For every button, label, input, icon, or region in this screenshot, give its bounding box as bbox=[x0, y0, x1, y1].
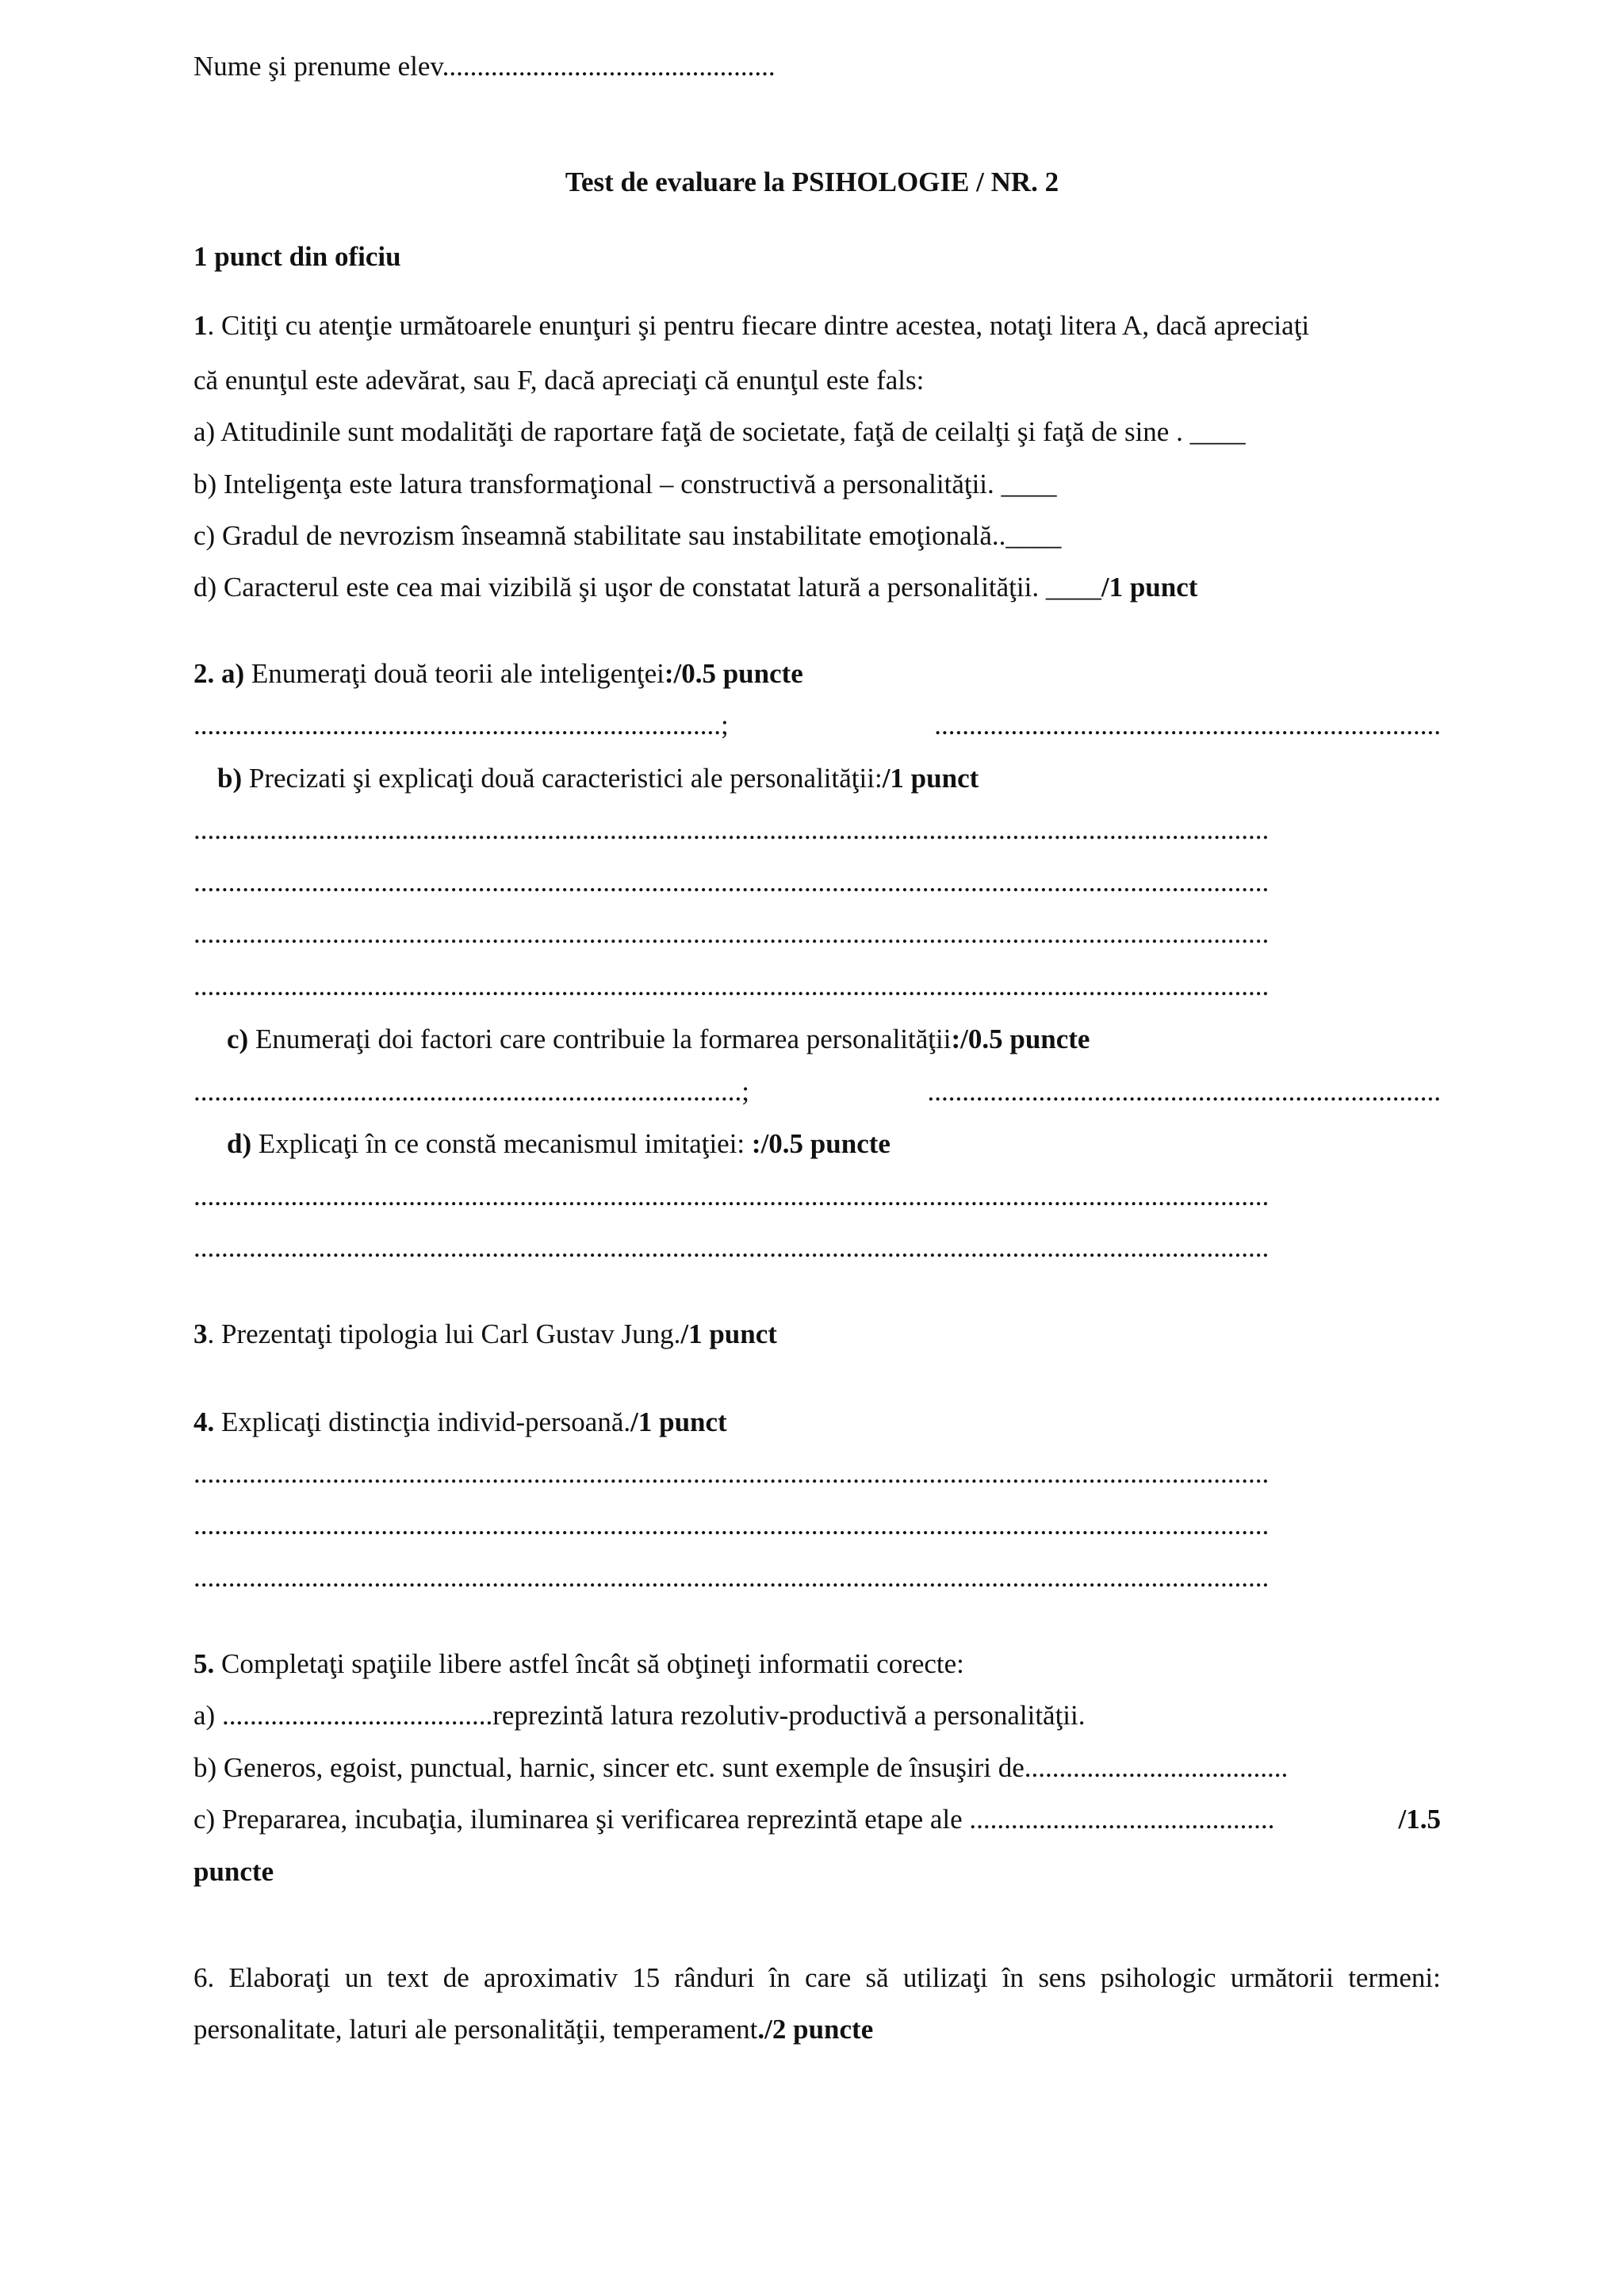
q5-item-b: b) Generos, egoist, punctual, harnic, sincer etc. sunt exemple de însuşiri de...................................... bbox=[193, 1752, 1289, 1783]
q1-intro-line1 bbox=[193, 312, 1309, 339]
q2a-text: Enumeraţi două teorii ale inteligenţei bbox=[244, 658, 665, 689]
q2b-text: Precizati şi explicaţi două caracteristici ale personalităţii: bbox=[242, 763, 883, 794]
q3-prompt bbox=[193, 1320, 777, 1348]
q2c-prompt bbox=[227, 1025, 1090, 1053]
q5-number: 5. bbox=[193, 1648, 215, 1679]
q4-prompt bbox=[193, 1408, 727, 1436]
q1-intro-line2: că enunţul este adevărat, sau F, dacă apreciaţi că enunţul este fals: bbox=[193, 365, 925, 396]
q2c-label: c) bbox=[227, 1024, 249, 1054]
q2a-blank-right[interactable]: ......................................................................... bbox=[934, 710, 1441, 740]
q5-points-unit: puncte bbox=[193, 1856, 274, 1887]
q6-points: ./2 puncte bbox=[757, 2014, 874, 2045]
q2d-points: :/0.5 puncte bbox=[751, 1128, 891, 1159]
q1-number: 1 bbox=[193, 310, 208, 341]
q2b-points: /1 punct bbox=[882, 763, 979, 794]
q4-text: Explicaţi distincţia individ-persoană. bbox=[214, 1406, 631, 1437]
q6-prompt-line2 bbox=[193, 2015, 873, 2043]
q2d-label: d) bbox=[227, 1128, 252, 1159]
q1-statement-a: a) Atitudinile sunt modalităţi de raportare faţă de societate, faţă de ceilalţi şi faţă de sine . ____ bbox=[193, 416, 1246, 447]
q1-statement-d bbox=[193, 573, 1197, 601]
q5-intro: Completaţi spaţiile libere astfel încât să obţineţi informatii corecte: bbox=[214, 1648, 964, 1679]
q2c-points: :/0.5 puncte bbox=[951, 1024, 1090, 1054]
q1-statement-d-text: d) Caracterul este cea mai vizibilă şi uşor de constatat latură a personalităţii. ____ bbox=[193, 572, 1101, 603]
q2a-blank-left[interactable]: ............................................................................; bbox=[193, 710, 729, 740]
q2c-text: Enumeraţi doi factori care contribuie la formarea personalităţii bbox=[248, 1024, 952, 1054]
q6-prompt-text: personalitate, laturi ale personalităţii, temperament bbox=[193, 2014, 758, 2045]
q4-answer-line-2[interactable]: ........................................................................................................................................................... bbox=[193, 1511, 1270, 1540]
q1-points: /1 punct bbox=[1101, 572, 1198, 603]
q2b-answer-line-1[interactable]: ........................................................................................................................................................... bbox=[193, 816, 1270, 845]
q2c-answer-blanks bbox=[193, 1077, 1441, 1105]
q1-statement-b: b) Inteligenţa este latura transformaţional – constructivă a personalităţii. ____ bbox=[193, 469, 1057, 499]
q5-item-c bbox=[193, 1805, 1441, 1833]
q4-answer-line-1[interactable]: ........................................................................................................................................................... bbox=[193, 1460, 1270, 1489]
q3-text: . Prezentaţi tipologia lui Carl Gustav Jung. bbox=[207, 1318, 681, 1349]
q4-points: /1 punct bbox=[630, 1406, 727, 1437]
q4-number: 4. bbox=[193, 1406, 215, 1437]
q2b-answer-line-2[interactable]: ........................................................................................................................................................... bbox=[193, 868, 1270, 897]
q2a-number: 2. a) bbox=[193, 658, 245, 689]
q2b-answer-line-4[interactable]: ........................................................................................................................................................... bbox=[193, 972, 1270, 1001]
q2a-points: :/0.5 puncte bbox=[664, 658, 803, 689]
page-title: Test de evaluare la PSIHOLOGIE / NR. 2 bbox=[565, 166, 1059, 197]
q2c-blank-left[interactable]: ...............................................................................; bbox=[193, 1076, 749, 1107]
q5-points: /1.5 bbox=[1398, 1804, 1441, 1835]
q5-item-c-text: c) Prepararea, incubaţia, iluminarea şi verificarea reprezintă etape ale ............................................ bbox=[193, 1804, 1275, 1835]
oficiu-note: 1 punct din oficiu bbox=[193, 241, 401, 272]
q2d-answer-line-1[interactable]: ........................................................................................................................................................... bbox=[193, 1182, 1270, 1211]
q3-number: 3 bbox=[193, 1318, 208, 1349]
q5-item-a: a) .......................................reprezintă latura rezolutiv-productivă a personalităţii. bbox=[193, 1700, 1086, 1731]
q3-points: /1 punct bbox=[680, 1318, 777, 1349]
q2c-blank-right[interactable]: .......................................................................... bbox=[927, 1076, 1441, 1107]
q2a-answer-blanks bbox=[193, 711, 1441, 739]
q6-prompt-line1: 6. Elaboraţi un text de aproximativ 15 rânduri în care să utilizaţi în sens psihologic următorii termeni: bbox=[193, 1962, 1441, 1993]
q4-answer-line-3[interactable]: ........................................................................................................................................................... bbox=[193, 1563, 1270, 1593]
q1-statement-c: c) Gradul de nevrozism înseamnă stabilitate sau instabilitate emoţională..____ bbox=[193, 520, 1062, 551]
q2b-prompt bbox=[217, 764, 979, 792]
q2b-label: b) bbox=[217, 763, 243, 794]
q2d-text: Explicaţi în ce constă mecanismul imitaţiei: bbox=[251, 1128, 752, 1159]
q2b-answer-line-3[interactable]: ........................................................................................................................................................... bbox=[193, 920, 1270, 949]
q2d-answer-line-2[interactable]: ........................................................................................................................................................... bbox=[193, 1234, 1270, 1263]
q2a-prompt bbox=[193, 660, 803, 687]
q1-intro-text: . Citiţi cu atenţie următoarele enunţuri şi pentru fiecare dintre acestea, notaţi litera A, dacă apreciaţi bbox=[207, 310, 1310, 341]
q2d-prompt bbox=[227, 1130, 891, 1158]
q5-prompt bbox=[193, 1650, 964, 1678]
student-name-line: Nume şi prenume elev................................................ bbox=[193, 51, 776, 82]
